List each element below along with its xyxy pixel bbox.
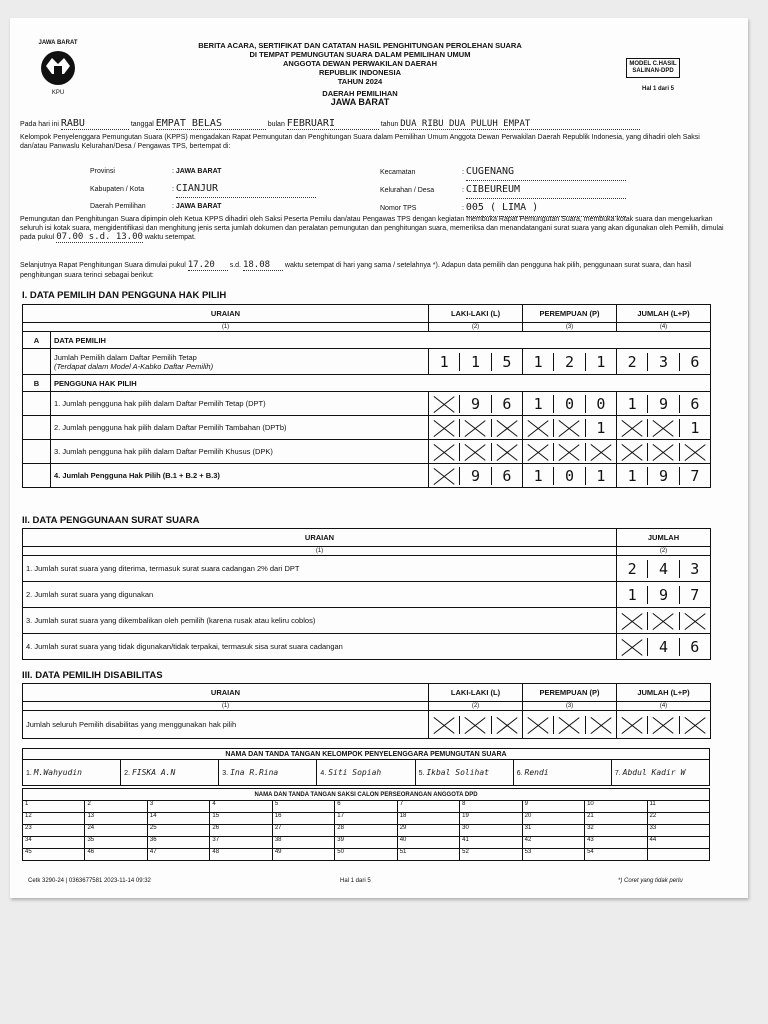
- digit-box: 6: [491, 395, 522, 413]
- saksi-cell: 1: [23, 801, 85, 813]
- s3-header-uraian: URAIAN: [23, 684, 429, 702]
- digit-box: [617, 716, 647, 734]
- saksi-cell: 8: [460, 801, 522, 813]
- digit-box: 1: [533, 466, 543, 485]
- saksi-cell: 22: [647, 813, 709, 825]
- digit-box: [553, 419, 584, 437]
- saksi-cell: 37: [210, 837, 272, 849]
- digit-box: [459, 443, 490, 461]
- digit-box: 7: [679, 467, 710, 485]
- saksi-cell: 23: [23, 825, 85, 837]
- saksi-cell: 53: [522, 849, 584, 861]
- digit-box: 9: [459, 395, 490, 413]
- saksi-cell: 6: [335, 801, 397, 813]
- paragraph-2-end: waktu setempat di hari yang sama / setelahnya *). Adapun data pemilih dan pengguna hak pilih, penggunaan surat suara, dan hasil penghitungan suara terinci sebagai berikut:: [20, 262, 692, 279]
- digit-box: [459, 716, 490, 734]
- saksi-cell: [647, 849, 709, 861]
- s1-a-row-line1: Jumlah Pemilih dalam Daftar Pemilih Tetap: [54, 352, 197, 362]
- saksi-cell: 11: [647, 801, 709, 813]
- saksi-cell: 3: [147, 801, 209, 813]
- header-line-5: TAHUN 2024: [337, 77, 383, 86]
- section-2-table: [22, 528, 711, 660]
- time-1-suffix: waktu setempat.: [144, 234, 196, 241]
- kpps-member-6: [513, 760, 611, 786]
- saksi-cell: 24: [85, 825, 147, 837]
- s2-num-2: (2): [617, 547, 711, 556]
- digit-box: [429, 443, 459, 461]
- s1-b-row-4: [23, 464, 711, 488]
- s3-header-laki: LAKI-LAKI (L): [429, 684, 523, 702]
- digit-box: 1: [627, 394, 637, 413]
- location-left: Provinsi : JAWA BARAT Kabupaten / Kota : CIANJUR Daerah Pemilihan : JAWA BARAT: [90, 163, 350, 215]
- digit-box: 3: [679, 560, 710, 578]
- saksi-cell: 43: [585, 837, 647, 849]
- digit-box: [459, 419, 490, 437]
- s2-row-4-label: 4. Jumlah surat suara yang tidak digunakan/tidak terpakai, termasuk sisa surat suara cadangan: [23, 634, 617, 660]
- footer-center: Hal 1 dari 5: [340, 878, 371, 884]
- digit-box: 6: [679, 353, 710, 371]
- location-right: Kecamatan : CUGENANG Kelurahan / Desa : CIBEUREUM Nomor TPS : 005 ( LIMA ): [380, 163, 700, 217]
- s3-header-jumlah: JUMLAH (L+P): [617, 684, 711, 702]
- region-value: JAWA BARAT: [330, 97, 390, 107]
- digit-box: 2: [553, 353, 584, 371]
- digit-box: [679, 443, 710, 461]
- digit-box: 1: [627, 585, 637, 604]
- tanggal-value: EMPAT BELAS: [156, 118, 266, 130]
- s2-header-jumlah: JUMLAH: [617, 529, 711, 547]
- s2-row-3: [23, 608, 711, 634]
- tahun-value: DUA RIBU DUA PULUH EMPAT: [400, 119, 640, 130]
- saksi-cell: 15: [210, 813, 272, 825]
- paragraph-1-text: Pemungutan dan Penghitungan Suara dipimpin oleh Ketua KPPS dihadiri oleh Saksi Peserta Pemilu dan/atau Pengawas TPS dengan kegiatan membuka Rapat Pemungutan Suara, membuka kotak suara dan mengeluarkan seluruh isi kotak suara, mengidentifikasi dan menghitung jenis serta jumlah dokumen dan peralatan pemungutan dan penghitungan suara, memeriksa dan menandatangani surat suara yang akan digunakan oleh Pemilih, dimulai pada pukul: [20, 216, 724, 241]
- digit-box: [429, 716, 459, 734]
- kpps-member-number: 6.: [516, 770, 523, 777]
- digit-box: 1: [679, 419, 710, 437]
- saksi-cell: 48: [210, 849, 272, 861]
- s1-a-row: [23, 349, 711, 375]
- time-2-start: 17.20: [188, 261, 228, 271]
- digit-box: [679, 612, 710, 630]
- digit-box: [617, 443, 647, 461]
- region-label: DAERAH PEMILIHAN: [322, 89, 398, 98]
- s1-b4-label: 4. Jumlah Pengguna Hak Pilih (B.1 + B.2 + B.3): [51, 464, 429, 488]
- digit-box: [647, 419, 678, 437]
- saksi-signature-table: [22, 788, 710, 861]
- s2-row-2: [23, 582, 711, 608]
- kpps-title: NAMA DAN TANDA TANGAN KELOMPOK PENYELENGGARA PEMUNGUTAN SUARA: [23, 749, 710, 760]
- kpps-member-name: FISKA A.N: [131, 768, 176, 777]
- digit-box: [679, 716, 710, 734]
- provinsi-value: JAWA BARAT: [175, 168, 222, 175]
- document-header: [110, 41, 610, 107]
- kelurahan-value: CIBEUREUM: [466, 181, 626, 199]
- s1-num-2: (2): [429, 323, 523, 332]
- saksi-cell: 9: [522, 801, 584, 813]
- kpps-member-name: Abdul Kadir W: [622, 768, 686, 777]
- saksi-row: [23, 813, 710, 825]
- digit-box: 0: [553, 395, 584, 413]
- saksi-cell: 40: [397, 837, 459, 849]
- saksi-cell: 17: [335, 813, 397, 825]
- kpps-signature-table: [22, 748, 710, 786]
- tps-value: 005 ( LIMA ): [466, 199, 626, 217]
- time-2-end: 18.08: [243, 261, 283, 271]
- digit-box: 3: [647, 353, 678, 371]
- s1-a-jumlah-digits: [617, 353, 710, 371]
- kpps-member-number: 3.: [222, 770, 229, 777]
- footer-left: Cetk 3290-24 | 0363677581 2023-11-14 09:32: [28, 878, 151, 884]
- digit-box: 4: [647, 638, 678, 656]
- digit-box: [523, 419, 553, 437]
- saksi-cell: 30: [460, 825, 522, 837]
- header-line-1: BERITA ACARA, SERTIFIKAT DAN CATATAN HASIL PENGHITUNGAN PEROLEHAN SUARA: [198, 41, 522, 50]
- s1-num-1: (1): [23, 323, 429, 332]
- section-1-table: [22, 304, 711, 488]
- digit-box: 6: [679, 395, 710, 413]
- section-1-title: I. DATA PEMILIH DAN PENGGUNA HAK PILIH: [22, 290, 227, 301]
- saksi-row: [23, 801, 710, 813]
- s1-b-row-3: [23, 440, 711, 464]
- digit-box: [491, 443, 522, 461]
- saksi-cell: 28: [335, 825, 397, 837]
- page-label: Hal 1 dari 5: [642, 86, 675, 92]
- saksi-cell: 5: [272, 801, 334, 813]
- saksi-cell: 14: [147, 813, 209, 825]
- digit-box: 4: [647, 560, 678, 578]
- kpps-member-number: 1.: [26, 770, 32, 777]
- saksi-cell: 45: [23, 849, 85, 861]
- time-1-value: 07.00 s.d. 13.00: [56, 232, 143, 242]
- digit-box: [491, 419, 522, 437]
- s1-b2-label: 2. Jumlah pengguna hak pilih dalam Daftar Pemilih Tambahan (DPTb): [51, 416, 429, 440]
- document-page: [10, 18, 748, 898]
- provinsi-label: Provinsi: [90, 168, 115, 175]
- saksi-title: NAMA DAN TANDA TANGAN SAKSI CALON PERSEORANGAN ANGGOTA DPD: [23, 789, 710, 801]
- kpps-member-5: [415, 760, 513, 786]
- digit-box: 0: [553, 467, 584, 485]
- digit-box: 1: [585, 419, 616, 437]
- saksi-cell: 12: [23, 813, 85, 825]
- logo-top-text: JAWA BARAT: [38, 40, 78, 46]
- paragraph-2-start: Selanjutnya Rapat Penghitungan Suara dimulai pukul: [20, 262, 186, 269]
- saksi-cell: 49: [272, 849, 334, 861]
- s1-header-laki: LAKI-LAKI (L): [429, 305, 523, 323]
- saksi-cell: 35: [85, 837, 147, 849]
- s3-num-2: (2): [429, 702, 523, 711]
- digit-box: [617, 638, 647, 656]
- s1-a-row-line2: (Terdapat dalam Model A-Kabko Daftar Pemilih): [54, 361, 214, 371]
- digit-box: [429, 395, 459, 413]
- s1-b-label: B: [23, 375, 51, 392]
- saksi-cell: 38: [272, 837, 334, 849]
- section-2-title: II. DATA PENGGUNAAN SURAT SUARA: [22, 515, 200, 526]
- saksi-row: [23, 837, 710, 849]
- digit-box: [553, 443, 584, 461]
- saksi-cell: 25: [147, 825, 209, 837]
- s2-num-1: (1): [23, 547, 617, 556]
- digit-box: [491, 716, 522, 734]
- kpps-member-number: 4.: [320, 770, 327, 777]
- saksi-cell: 4: [210, 801, 272, 813]
- tps-label: Nomor TPS: [380, 205, 417, 212]
- header-line-2: DI TEMPAT PEMUNGUTAN SUARA DALAM PEMILIHAN UMUM: [249, 50, 471, 59]
- saksi-row: [23, 825, 710, 837]
- hari-label: Pada hari ini: [20, 121, 59, 128]
- digit-box: 7: [679, 586, 710, 604]
- saksi-cell: 27: [272, 825, 334, 837]
- s1-a-laki-digits: [429, 353, 522, 371]
- saksi-cell: 39: [335, 837, 397, 849]
- digit-box: 1: [459, 353, 490, 371]
- kabupaten-label: Kabupaten / Kota: [90, 186, 145, 193]
- s3-num-3: (3): [523, 702, 617, 711]
- saksi-cell: 41: [460, 837, 522, 849]
- s1-b-row-2: [23, 416, 711, 440]
- digit-box: 1: [533, 352, 543, 371]
- section-3-title: III. DATA PEMILIH DISABILITAS: [22, 670, 163, 681]
- kpps-member-4: [317, 760, 415, 786]
- kpu-logo: [32, 40, 84, 98]
- s1-header-jumlah: JUMLAH (L+P): [617, 305, 711, 323]
- saksi-cell: 44: [647, 837, 709, 849]
- saksi-cell: 47: [147, 849, 209, 861]
- digit-box: [647, 612, 678, 630]
- kpps-member-name: M.Wahyudin: [33, 768, 82, 777]
- digit-box: 9: [647, 586, 678, 604]
- saksi-row: [23, 849, 710, 861]
- saksi-cell: 36: [147, 837, 209, 849]
- footer-right: *) Coret yang tidak perlu: [618, 878, 683, 884]
- saksi-cell: 42: [522, 837, 584, 849]
- s2-row-4: [23, 634, 711, 660]
- tahun-label: tahun: [380, 121, 399, 128]
- s1-a-title: DATA PEMILIH: [51, 332, 711, 349]
- kpps-member-number: 5.: [418, 770, 425, 777]
- model-code-box: MODEL C.HASIL SALINAN-DPD: [626, 58, 680, 78]
- time-2-sd: s.d.: [229, 262, 241, 269]
- bulan-value: FEBRUARI: [287, 118, 379, 130]
- paragraph-1: [20, 215, 725, 242]
- kpps-member-2: [121, 760, 219, 786]
- kpps-member-1: [23, 760, 121, 786]
- digit-box: 1: [533, 394, 543, 413]
- saksi-cell: 13: [85, 813, 147, 825]
- s1-header-perempuan: PEREMPUAN (P): [523, 305, 617, 323]
- s1-a-perempuan-digits: [523, 353, 616, 371]
- s2-row-3-label: 3. Jumlah surat suara yang dikembalikan oleh pemilih (karena rusak atau keliru coblos): [23, 608, 617, 634]
- s1-header-uraian: URAIAN: [23, 305, 429, 323]
- s2-row-1: [23, 556, 711, 582]
- kpps-member-name: Ina R.Rina: [230, 768, 279, 777]
- s1-num-4: (4): [617, 323, 711, 332]
- kelurahan-label: Kelurahan / Desa: [380, 187, 435, 194]
- kpps-member-7: [611, 760, 709, 786]
- section-3-table: [22, 683, 711, 739]
- digit-box: [647, 443, 678, 461]
- digit-box: [585, 716, 616, 734]
- digit-box: 1: [585, 467, 616, 485]
- saksi-cell: 34: [23, 837, 85, 849]
- kpps-member-name: Ikbal Solihat: [426, 768, 489, 777]
- intro-line: [20, 118, 720, 130]
- digit-box: [523, 443, 553, 461]
- digit-box: 1: [439, 352, 449, 371]
- s1-a-label: A: [23, 332, 51, 349]
- saksi-cell: 18: [397, 813, 459, 825]
- kpps-member-number: 7.: [614, 770, 621, 777]
- kpps-member-3: [219, 760, 317, 786]
- s3-row: [23, 711, 711, 739]
- kpps-member-name: Siti Sopiah: [328, 768, 382, 777]
- s1-b-row-1: [23, 392, 711, 416]
- digit-box: 5: [491, 353, 522, 371]
- saksi-cell: 19: [460, 813, 522, 825]
- saksi-cell: 2: [85, 801, 147, 813]
- kabupaten-value: CIANJUR: [176, 180, 316, 198]
- digit-box: [617, 612, 647, 630]
- header-line-4: REPUBLIK INDONESIA: [318, 68, 402, 77]
- s1-b1-label: 1. Jumlah pengguna hak pilih dalam Daftar Pemilih Tetap (DPT): [51, 392, 429, 416]
- digit-box: [429, 467, 459, 485]
- header-line-3: ANGGOTA DEWAN PERWAKILAN DAERAH: [282, 59, 438, 68]
- s3-row-label: Jumlah seluruh Pemilih disabilitas yang menggunakan hak pilih: [23, 711, 429, 739]
- digit-box: [523, 716, 553, 734]
- digit-box: 9: [647, 395, 678, 413]
- saksi-cell: 32: [585, 825, 647, 837]
- digit-box: 0: [585, 395, 616, 413]
- paragraph-2: [20, 261, 725, 280]
- saksi-cell: 52: [460, 849, 522, 861]
- saksi-cell: 31: [522, 825, 584, 837]
- saksi-cell: 46: [85, 849, 147, 861]
- digit-box: 1: [627, 466, 637, 485]
- s1-b3-label: 3. Jumlah pengguna hak pilih dalam Daftar Pemilih Khusus (DPK): [51, 440, 429, 464]
- saksi-cell: 51: [397, 849, 459, 861]
- s3-num-4: (4): [617, 702, 711, 711]
- intro-text: Kelompok Penyelenggara Pemungutan Suara (KPPS) mengadakan Rapat Pemungutan dan Penghitungan Suara dalam Pemilihan Umum Anggota Dewan Perwakilan Daerah Republik Indonesia, yang dihadiri oleh Saksi dan/atau Panwaslu Kelurahan/Desa / Pengawas TPS, bertempat di:: [20, 134, 700, 150]
- bulan-label: bulan: [267, 121, 285, 128]
- digit-box: 9: [459, 467, 490, 485]
- logo-bottom-text: KPU: [51, 90, 65, 96]
- digit-box: 9: [647, 467, 678, 485]
- saksi-cell: 10: [585, 801, 647, 813]
- digit-box: [429, 419, 459, 437]
- saksi-cell: 50: [335, 849, 397, 861]
- saksi-cell: 21: [585, 813, 647, 825]
- kpps-member-number: 2.: [124, 770, 130, 777]
- saksi-cell: 16: [272, 813, 334, 825]
- s2-header-uraian: URAIAN: [23, 529, 617, 547]
- digit-box: 2: [627, 352, 637, 371]
- digit-box: 6: [491, 467, 522, 485]
- digit-box: [647, 716, 678, 734]
- digit-box: 1: [585, 353, 616, 371]
- saksi-cell: 26: [210, 825, 272, 837]
- saksi-cell: 29: [397, 825, 459, 837]
- dapil-label: Daerah Pemilihan: [90, 203, 146, 210]
- saksi-cell: 54: [585, 849, 647, 861]
- dapil-value: JAWA BARAT: [175, 203, 222, 210]
- tanggal-label: tanggal: [130, 121, 154, 128]
- s3-header-perempuan: PEREMPUAN (P): [523, 684, 617, 702]
- kpps-member-name: Rendi: [524, 768, 549, 777]
- digit-box: [585, 443, 616, 461]
- saksi-cell: 33: [647, 825, 709, 837]
- hari-value: RABU: [61, 118, 129, 130]
- saksi-cell: 7: [397, 801, 459, 813]
- s3-num-1: (1): [23, 702, 429, 711]
- s1-b-title: PENGGUNA HAK PILIH: [51, 375, 711, 392]
- kecamatan-label: Kecamatan: [380, 169, 416, 176]
- s2-row-1-label: 1. Jumlah surat suara yang diterima, termasuk surat suara cadangan 2% dari DPT: [23, 556, 617, 582]
- digit-box: [553, 716, 584, 734]
- kecamatan-value: CUGENANG: [466, 163, 626, 181]
- digit-box: 2: [627, 559, 637, 578]
- s1-num-3: (3): [523, 323, 617, 332]
- digit-box: 6: [679, 638, 710, 656]
- saksi-cell: 20: [522, 813, 584, 825]
- s2-row-2-label: 2. Jumlah surat suara yang digunakan: [23, 582, 617, 608]
- digit-box: [617, 419, 647, 437]
